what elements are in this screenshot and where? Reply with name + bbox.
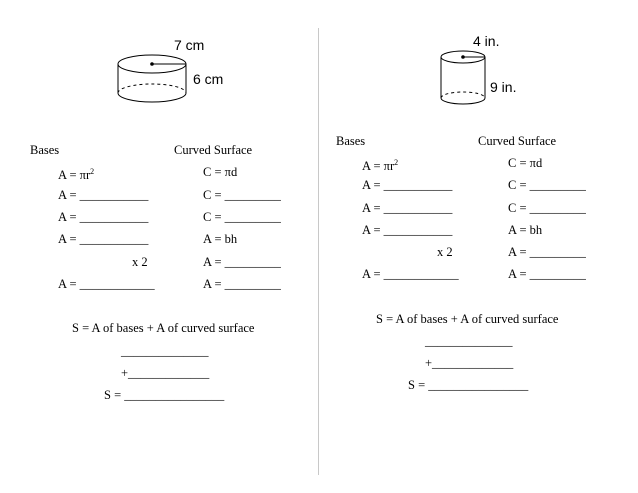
left-sum-line-1: ______________: [121, 344, 209, 358]
left-surface-formula: S = A of bases + A of curved surface: [72, 321, 255, 335]
right-curved-line-5: A = _________: [508, 245, 586, 259]
left-radius-label: 7 cm: [174, 37, 205, 53]
right-curved-line-2: C = _________: [508, 178, 586, 192]
right-curved-line-3: C = _________: [508, 201, 586, 215]
left-bases-times-two: x 2: [132, 255, 148, 269]
left-curved-line-1: C = πd: [203, 165, 238, 179]
left-bases-line-6: A = ____________: [58, 277, 155, 291]
left-curved-line-2: C = _________: [203, 188, 281, 202]
left-sum-line-2: +_____________: [121, 366, 210, 380]
right-superscript: 2: [394, 158, 399, 167]
left-curved-header: Curved Surface: [174, 143, 253, 157]
left-bases-line-3: A = ___________: [58, 210, 149, 224]
right-surface-formula: S = A of bases + A of curved surface: [376, 312, 559, 326]
right-curved-line-4: A = bh: [508, 223, 543, 237]
left-cylinder-diagram: [112, 50, 192, 112]
left-superscript: 2: [90, 167, 95, 176]
right-bases-line-6: A = ____________: [362, 267, 459, 281]
right-bases-header: Bases: [336, 134, 366, 148]
right-radius-label: 4 in.: [473, 33, 500, 49]
right-sum-line-3: S = ________________: [408, 378, 529, 392]
left-bases-header: Bases: [30, 143, 60, 157]
left-bases-line-4: A = ___________: [58, 232, 149, 246]
right-curved-line-6: A = _________: [508, 267, 586, 281]
page-divider: [318, 28, 319, 475]
left-height-label: 6 cm: [193, 71, 224, 87]
right-height-label: 9 in.: [490, 79, 517, 95]
left-curved-line-4: A = bh: [203, 232, 238, 246]
left-curved-line-6: A = _________: [203, 277, 281, 291]
left-curved-line-5: A = _________: [203, 255, 281, 269]
right-curved-header: Curved Surface: [478, 134, 557, 148]
right-bases-times-two: x 2: [437, 245, 453, 259]
left-sum-line-3: S = ________________: [104, 388, 225, 402]
left-bases-line-2: A = ___________: [58, 188, 149, 202]
right-curved-line-1: C = πd: [508, 156, 543, 170]
right-bases-line-3: A = ___________: [362, 201, 453, 215]
left-bases-line-1: $A = \pi r^2$: [58, 167, 95, 183]
right-bases-line-4: A = ___________: [362, 223, 453, 237]
left-curved-line-3: C = _________: [203, 210, 281, 224]
right-cylinder-diagram: [436, 48, 492, 108]
right-sum-line-2: +_____________: [425, 356, 514, 370]
right-bases-line-1: $A = \pi r^2$: [362, 158, 399, 174]
right-sum-line-1: ______________: [425, 334, 513, 348]
right-bases-line-2: A = ___________: [362, 178, 453, 192]
